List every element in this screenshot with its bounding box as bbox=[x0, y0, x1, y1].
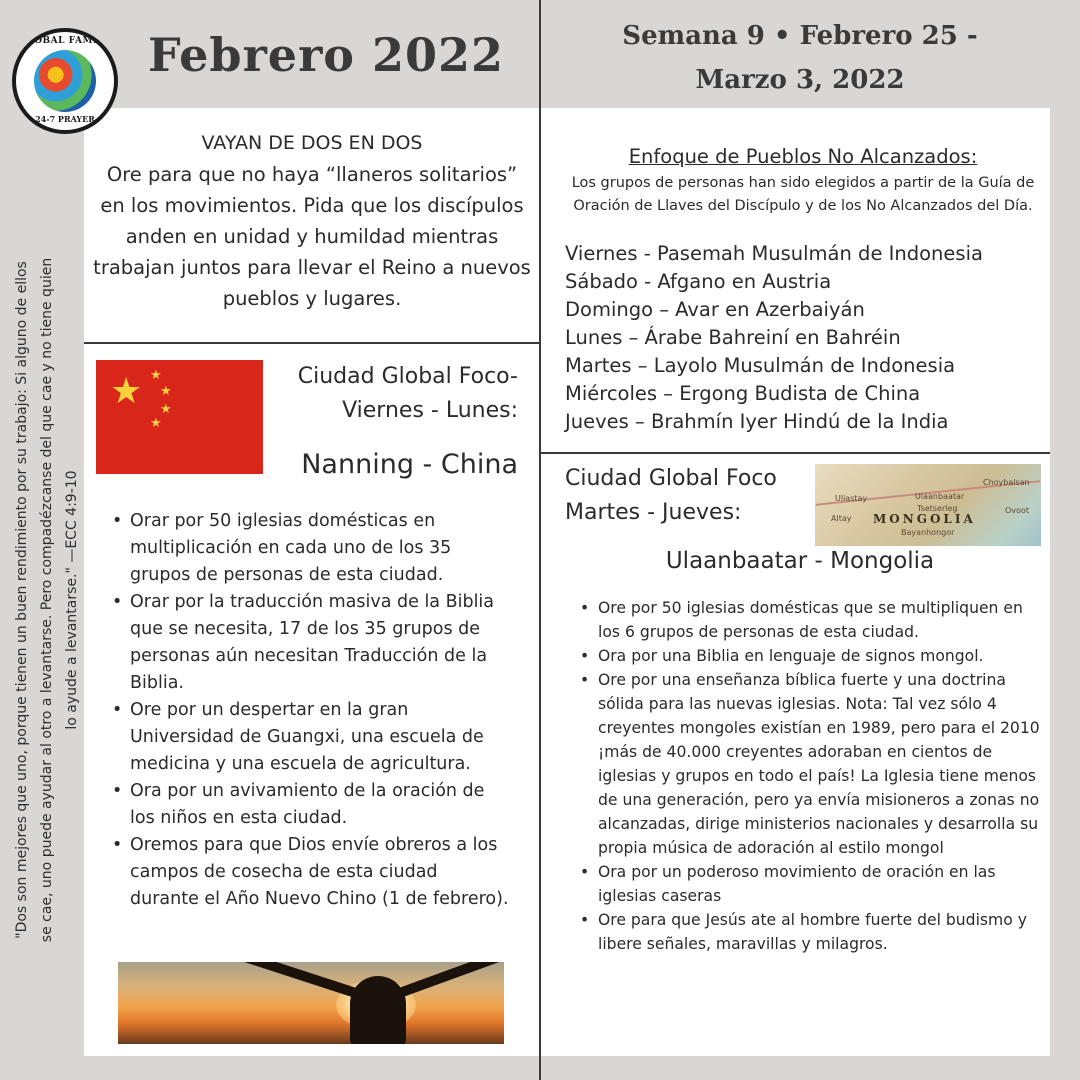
flag-star-icon: ★ bbox=[160, 384, 172, 399]
list-item: • Oremos para que Dios envíe obreros a los campos de cosecha de esta ciudad durante el Año Nuevo Chino (1 de febrero). bbox=[110, 832, 510, 913]
list-item: • Ora por un avivamiento de la oración de los niños en esta ciudad. bbox=[110, 778, 510, 832]
week-title bbox=[560, 14, 1040, 102]
list-item: • Ore por 50 iglesias domésticas que se multipliquen en los 6 grupos de personas de esta ciudad. bbox=[578, 596, 1042, 644]
globe-icon bbox=[34, 50, 96, 112]
list-item: • Ore por una enseñanza bíblica fuerte y una doctrina sólida para las nuevas iglesias. Nota: Tal vez sólo 4 creyentes mongoles existían en 1989, pero para el 2010 ¡más de 40.000 creyentes adoraban en cientos de iglesias y grupos en todo el país! La Iglesia tiene menos de una generación, pero ya envía misioneros a zonas no alcanzadas, dirige ministerios nacionales y desarrolla su propia música de adoración al estilo mongol bbox=[578, 668, 1042, 860]
intro-body: Ore para que no haya “llaneros solitarios” en los movimientos. Pida que los discípulos anden en unidad y humildad mientras trabajan juntos para llevar el Reino a nuevos pueblos y lugares. bbox=[93, 163, 531, 310]
intro-section bbox=[92, 128, 532, 314]
list-item: Viernes - Pasemah Musulmán de Indonesia bbox=[565, 242, 983, 265]
list-item: Domingo – Avar en Azerbaiyán bbox=[565, 298, 865, 321]
logo-bottom-text: 24-7 PRAYER bbox=[35, 114, 95, 124]
list-item: • Orar por la traducción masiva de la Biblia que se necesita, 17 de los 35 grupos de personas aún necesitan Traducción de la Biblia. bbox=[110, 589, 510, 697]
list-item: • Orar por 50 iglesias domésticas en multiplicación en cada uno de los 35 grupos de personas de esta ciudad. bbox=[110, 508, 510, 589]
side-quote bbox=[10, 140, 85, 1060]
sunset-image bbox=[118, 962, 504, 1044]
city2-label-line1: Ciudad Global Foco bbox=[565, 466, 777, 491]
city1-name: Nanning - China bbox=[301, 449, 518, 480]
list-item: Sábado - Afgano en Austria bbox=[565, 270, 832, 293]
flag-star-icon: ★ bbox=[150, 416, 162, 431]
left-divider bbox=[84, 342, 540, 344]
center-divider bbox=[539, 0, 541, 1080]
city1-prayer-list bbox=[110, 508, 510, 913]
city1-label-line2: Viernes - Lunes: bbox=[342, 398, 518, 423]
logo-top-text: GLOBAL FAMILY bbox=[19, 36, 111, 46]
list-item: Martes – Layolo Musulmán de Indonesia bbox=[565, 354, 956, 377]
map-country-label: MONGOLIA bbox=[873, 512, 976, 526]
week-title-line1: Semana 9 • Febrero 25 - bbox=[622, 21, 978, 51]
right-arm bbox=[392, 962, 504, 1000]
flag-star-icon: ★ bbox=[150, 368, 162, 383]
city1-label-line1: Ciudad Global Foco- bbox=[297, 364, 518, 389]
map-place-label: Uliastay bbox=[835, 494, 868, 503]
list-item: • Ora por una Biblia en lenguaje de signos mongol. bbox=[578, 644, 1042, 668]
mongolia-map-icon bbox=[815, 464, 1041, 546]
map-place-label: Choybalsan bbox=[983, 478, 1030, 487]
intro-heading: VAYAN DE DOS EN DOS bbox=[201, 132, 423, 154]
unreached-note: Los grupos de personas han sido elegidos a partir de la Guía de Oración de Llaves del Discípulo y de los No Alcanzados del Día. bbox=[571, 175, 1035, 214]
unreached-list bbox=[565, 240, 1045, 436]
list-item: Lunes – Árabe Bahreiní en Bahréin bbox=[565, 326, 901, 349]
side-quote-line2: se cae, uno puede ayudar al otro a levantarse. Pero compadézcanse del que cae y no tiene quien bbox=[39, 257, 55, 943]
map-place-label: Altay bbox=[831, 514, 852, 523]
unreached-title: Enfoque de Pueblos No Alcanzados: bbox=[628, 145, 978, 168]
week-title-line2: Marzo 3, 2022 bbox=[695, 65, 905, 95]
map-place-label: Tsetserleg bbox=[917, 504, 958, 513]
map-place-label: Bayanhongor bbox=[901, 528, 955, 537]
city2-label-line2: Martes - Jueves: bbox=[565, 500, 742, 525]
list-item: Miércoles – Ergong Budista de China bbox=[565, 382, 921, 405]
city2-name: Ulaanbaatar - Mongolia bbox=[665, 548, 935, 574]
flag-star-icon: ★ bbox=[160, 402, 172, 417]
city2-prayer-list bbox=[578, 596, 1042, 956]
global-family-logo-icon bbox=[12, 28, 118, 134]
side-quote-line3: lo ayude a levantarse." —ECC 4:9-10 bbox=[64, 470, 80, 730]
map-place-label: Ovoot bbox=[1005, 506, 1029, 515]
month-title: Febrero 2022 bbox=[148, 28, 505, 82]
flag-big-star-icon: ★ bbox=[110, 371, 143, 412]
right-divider bbox=[541, 452, 1050, 454]
map-place-label: Ulaanbaatar bbox=[915, 492, 965, 501]
list-item: • Ora por un poderoso movimiento de oración en las iglesias caseras bbox=[578, 860, 1042, 908]
left-arm bbox=[180, 962, 364, 1000]
list-item: Jueves – Brahmín Iyer Hindú de la India bbox=[565, 410, 949, 433]
list-item: • Ore para que Jesús ate al hombre fuerte del budismo y libere señales, maravillas y milagros. bbox=[578, 908, 1042, 956]
person-arms-raised-icon bbox=[350, 976, 406, 1044]
list-item: • Ore por un despertar en la gran Universidad de Guangxi, una escuela de medicina y una escuela de agricultura. bbox=[110, 697, 510, 778]
side-quote-line1: "Dos son mejores que uno, porque tienen un buen rendimiento por su trabajo: Si alguno de ellos bbox=[14, 261, 30, 939]
china-flag-icon bbox=[96, 360, 263, 474]
